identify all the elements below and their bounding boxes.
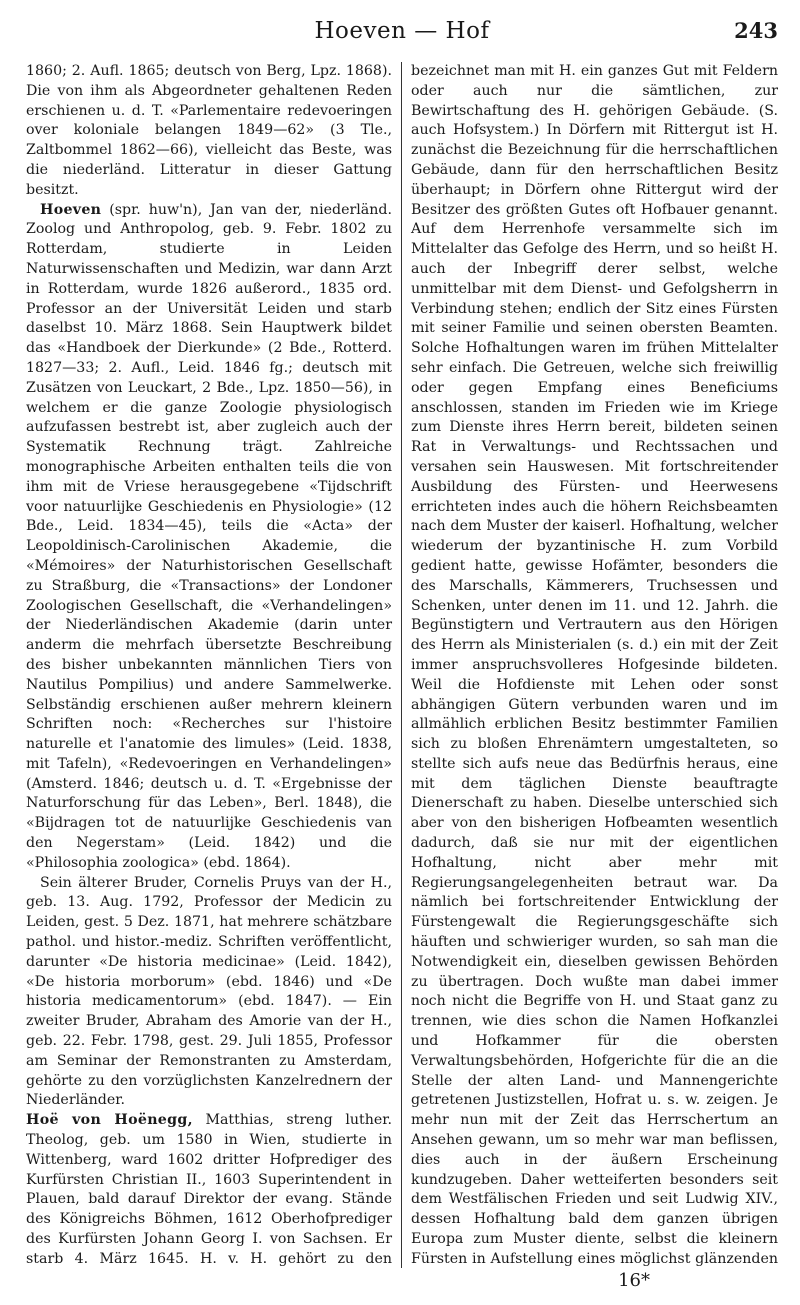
page-header — [26, 18, 778, 52]
entry-hoeven-text: (spr. huw'n), Jan van der, niederländ. Zoolog und Anthropolog, geb. 9. Febr. 1802 zu Rotterdam, studierte in Leiden Naturwissenschaften und Medizin, war dann Arzt in Rotterdam, wurde 1826 außerord., 1835 ord. Professor an der Universität Leiden und starb daselbst 10. März 1868. Sein Hauptwerk bildet das «Handboek der Dierkunde» (2 Bde., Rotterd. 1827—33; 2. Aufl., Leid. 1846 fg.; deutsch mit Zusätzen von Leuckart, 2 Bde., Lpz. 1850—56), in welchem er die ganze Zoologie physiologisch aufzufassen bestrebt ist, aber zugleich auch der Systematik Rechnung trägt. Zahlreiche monographische Arbeiten enthalten teils die von ihm mit de Vriese herausgegebene «Tijdschrift voor natuurlijke Geschiedenis en Physiologie» (12 Bde., Leid. 1834—45), teils die «Acta» der Leopoldinisch-Carolinischen Akademie, die «Mémoires» der Naturhistorischen Gesellschaft zu Straßburg, die «Transactions» der Londoner Zoologischen Gesellschaft, die «Verhandelingen» der Niederländischen Akademie (darin unter anderm die mehrfach übersetzte Beschreibung des bisher unbekannten männlichen Tiers von Nautilus Pompilius) und andere Sammelwerke. Selbständig erschienen außer mehrern kleinern Schriften noch: «Recherches sur l'histoire naturelle et l'anatomie des limules» (Leid. 1838, mit Tafeln), «Redevoeringen en Verhandelingen» (Amsterd. 1846; deutsch u. d. T. «Ergebnisse der Naturforschung für das Leben», Berl. 1848), die «Bijdragen tot de natuurlijke Geschiedenis van den Negerstam» (Leid. 1842) und die «Philosophia zoologica» (ebd. 1864). — [26, 201, 392, 871]
page-number: 243 — [734, 18, 778, 43]
right-column — [402, 62, 778, 1268]
paragraph-hof-continued: bezeichnet man mit H. ein ganzes Gut mit Feldern oder auch nur die sämtlichen, zur Bewirtschaftung des H. gehörigen Gebäude. (S. auch Hofsystem.) In Dörfern mit Rittergut ist H. zunächst die Bezeichnung für die herrschaftlichen Gebäude, dann für den herrschaftlichen Besitz überhaupt; in Dörfern ohne Rittergut wird der Besitzer des größten Gutes oft Hofbauer genannt. Auf dem Herrenhofe versammelte sich im Mittelalter das Gefolge des Herrn, und so heißt H. auch der Inbegriff derer selbst, welche unmittelbar mit dem Dienst- und Gefolgsherrn in Verbindung stehen; endlich der Sitz eines Fürsten mit seiner Familie und seinen obersten Beamten. Solche Hofhaltungen waren im frühen Mittelalter sehr einfach. Die Getreuen, welche sich freiwillig oder gegen Empfang eines Beneficiums anschlossen, standen im Frieden wie im Kriege zum Dienste ihres Herrn bereit, bildeten seinen Rat in Verwaltungs- und Rechtssachen und versahen sein Hauswesen. Mit fortschreitender Ausbildung des Fürsten- und Heerwesens errichteten indes auch die höhern Reichsbeamten nach dem Muster der kaiserl. Hofhaltung, welcher wiederum der byzantinische H. zum Vorbild gedient hatte, gewisse Hofämter, besonders die des Marschalls, Kämmerers, Truchsessen und Schenken, unter denen im 11. und 12. Jahrh. die Begünstigtern und Vertrautern aus den Hörigen des Herrn als Ministerialen (s. d.) ein mit der Zeit immer anspruchsvolleres Hofgesinde bildeten. Weil die Hofdienste mit Lehen oder sonst abhängigen Gütern verbunden waren und im allmählich erblichen Besitz bestimmter Familien sich zu bloßen Ehrenämtern umgestalteten, so stellte sich aufs neue das Bedürfnis heraus, eine mit dem täglichen Dienste beauftragte Dienerschaft zu haben. Dieselbe unterschied sich aber von den bisherigen Hofbeamten wesentlich dadurch, daß sie nur mit der eigentlichen Hofhaltung, nicht aber mehr mit Regierungsangelegenheiten betraut war. Da nämlich bei fortschreitender Entwicklung der Fürstengewalt die Regierungsgeschäfte sich häuften und schwieriger wurden, so sah man die Notwendigkeit ein, dieselben gewissen Behörden zu übertragen. Doch wußte man dabei immer noch nicht die Begriffe von H. und Staat ganz zu trennen, wie dies schon die Namen Hofkanzlei und Hofkammer für die obersten Verwaltungsbehörden, Hofgerichte für die an die Stelle der alten Land- und Mannengerichte getretenen Justizstellen, Hofrat u. s. w. zeigen. Je mehr nun mit der Zeit das Herrschertum an Ansehen gewann, um so mehr war man beflissen, dies auch in der äußern Erscheinung kundzugeben. Daher wetteiferten besonders seit dem Westfälischen Frieden und seit Ludwig XIV., dessen Hofhaltung bald dem ganzen übrigen Europa zum Muster diente, selbst die kleinern Fürsten in Aufstellung eines möglichst glänzenden — [411, 63, 778, 1267]
paragraph-continuation: 1860; 2. Aufl. 1865; deutsch von Berg, Lpz. 1868). Die von ihm als Abgeordneter gehaltenen Reden erschienen u. d. T. «Parlementaire redevoeringen over koloniale belangen 1849—62» (3 Tle., Zaltbommel 1862—66), vielleicht das Beste, was die niederländ. Litteratur in dieser Gattung besitzt. — [26, 63, 392, 198]
paragraph-brothers: Sein älterer Bruder, Cornelis Pruys van der H., geb. 13. Aug. 1792, Professor der Medicin zu Leiden, gest. 5 Dez. 1871, hat mehrere schätzbare pathol. und histor.-mediz. Schriften veröffentlicht, darunter «De historia medicinae» (Leid. 1842), «De historia morborum» (ebd. 1846) und «De historia medicamentorum» (ebd. 1847). — Ein zweiter Bruder, Abraham des Amorie van der H., geb. 22. Febr. 1798, gest. 29. Juli 1855, Professor am Seminar der Remonstranten zu Amsterdam, gehörte zu den vorzüglichsten Kanzelrednern der Niederländer. — [26, 874, 392, 1109]
left-column — [26, 62, 402, 1268]
signature-mark: 16* — [618, 1270, 650, 1291]
running-head: Hoeven — Hof — [314, 18, 490, 44]
entry-hoe-text: Matthias, streng luther. Theolog, geb. um 1580 in Wien, studierte in Wittenberg, ward 1602 dritter Hofprediger des Kurfürsten Christian II., 1603 Superintendent in Plauen, bald darauf Direktor der evang. Stände des Königreichs Böhmen, 1612 Oberhofprediger des Kurfürsten Johann Georg I. von Sachsen. Er starb 4. März 1645. H. v. H. gehört zu den — [26, 1112, 392, 1267]
lemma-hoeven: Hoeven — [40, 201, 102, 218]
lemma-hoe: Hoë von Hoënegg, — [26, 1112, 193, 1129]
text-columns — [26, 62, 778, 1268]
entry-hoeven — [26, 201, 392, 874]
entry-hoe — [26, 1111, 392, 1268]
